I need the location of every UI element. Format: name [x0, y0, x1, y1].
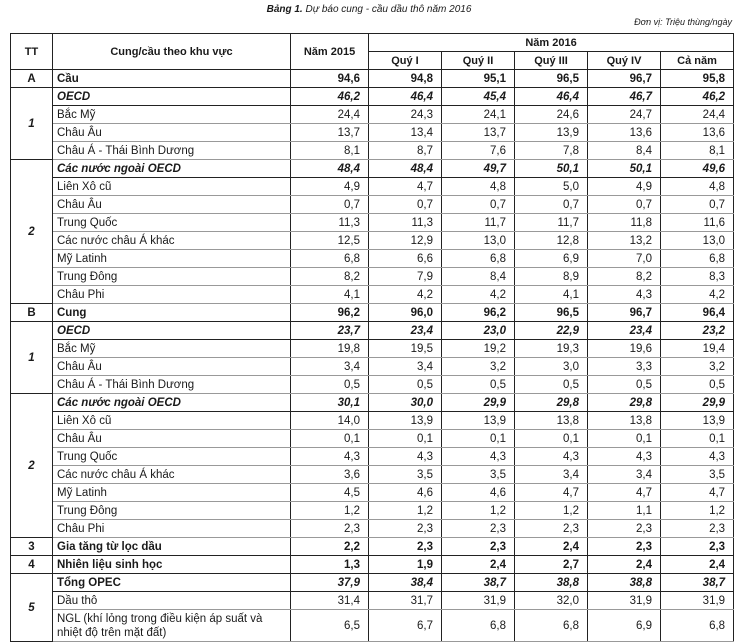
row-value: 13,9 — [369, 412, 442, 430]
row-value: 3,6 — [291, 466, 369, 484]
header-q2: Quý II — [442, 52, 515, 70]
row-value: 8,1 — [661, 142, 734, 160]
row-value: 4,6 — [369, 484, 442, 502]
row-value: 22,9 — [515, 322, 588, 340]
row-value: 1,1 — [588, 502, 661, 520]
row-value: 8,3 — [661, 268, 734, 286]
row-value: 96,4 — [661, 304, 734, 322]
row-value: 0,1 — [515, 430, 588, 448]
unit-note: Đơn vị: Triệu thùng/ngày — [634, 17, 732, 27]
row-label: Châu Âu — [53, 124, 291, 142]
row-value: 4,5 — [291, 484, 369, 502]
row-value: 0,7 — [442, 196, 515, 214]
row-value: 0,5 — [515, 376, 588, 394]
row-value: 96,2 — [291, 304, 369, 322]
row-value: 7,0 — [588, 250, 661, 268]
row-tt: 4 — [11, 556, 53, 574]
row-value: 6,8 — [442, 610, 515, 642]
row-value: 2,3 — [588, 520, 661, 538]
table-row — [11, 340, 734, 358]
row-value: 13,8 — [515, 412, 588, 430]
header-2015: Năm 2015 — [291, 34, 369, 70]
row-value: 4,2 — [661, 286, 734, 304]
row-value: 1,9 — [369, 556, 442, 574]
row-label: Cung — [53, 304, 291, 322]
row-value: 24,1 — [442, 106, 515, 124]
row-value: 48,4 — [369, 160, 442, 178]
row-value: 3,4 — [369, 358, 442, 376]
header-q3: Quý III — [515, 52, 588, 70]
row-value: 2,3 — [588, 538, 661, 556]
row-value: 19,2 — [442, 340, 515, 358]
row-value: 0,7 — [661, 196, 734, 214]
row-label: Mỹ Latinh — [53, 484, 291, 502]
row-value: 4,3 — [442, 448, 515, 466]
row-value: 23,7 — [291, 322, 369, 340]
row-value: 3,2 — [442, 358, 515, 376]
table-row — [11, 556, 734, 574]
row-value: 31,4 — [291, 592, 369, 610]
row-label: Dầu thô — [53, 592, 291, 610]
row-value: 24,4 — [661, 106, 734, 124]
row-value: 4,2 — [442, 286, 515, 304]
row-value: 0,7 — [515, 196, 588, 214]
row-value: 31,7 — [369, 592, 442, 610]
row-label: Các nước châu Á khác — [53, 466, 291, 484]
row-value: 13,9 — [661, 412, 734, 430]
row-value: 13,7 — [442, 124, 515, 142]
row-value: 11,3 — [291, 214, 369, 232]
row-value: 38,8 — [515, 574, 588, 592]
row-value: 19,5 — [369, 340, 442, 358]
supply-demand-table — [10, 33, 734, 642]
row-value: 11,3 — [369, 214, 442, 232]
row-value: 6,8 — [291, 250, 369, 268]
row-value: 2,3 — [661, 520, 734, 538]
row-value: 24,7 — [588, 106, 661, 124]
row-value: 29,9 — [661, 394, 734, 412]
row-value: 4,3 — [588, 448, 661, 466]
row-tt: B — [11, 304, 53, 322]
row-value: 13,0 — [442, 232, 515, 250]
header-region: Cung/cầu theo khu vực — [53, 34, 291, 70]
row-value: 8,1 — [291, 142, 369, 160]
row-value: 8,2 — [291, 268, 369, 286]
row-value: 13,6 — [588, 124, 661, 142]
row-value: 19,3 — [515, 340, 588, 358]
row-value: 0,7 — [588, 196, 661, 214]
row-value: 13,9 — [442, 412, 515, 430]
row-value: 19,6 — [588, 340, 661, 358]
table-row — [11, 448, 734, 466]
row-value: 2,3 — [442, 520, 515, 538]
row-label: Tổng OPEC — [53, 574, 291, 592]
row-value: 0,1 — [442, 430, 515, 448]
row-value: 38,8 — [588, 574, 661, 592]
row-value: 11,6 — [661, 214, 734, 232]
row-value: 13,6 — [661, 124, 734, 142]
row-label: Cầu — [53, 70, 291, 88]
row-value: 6,8 — [661, 610, 734, 642]
table-row — [11, 412, 734, 430]
header-2016: Năm 2016 — [369, 34, 734, 52]
caption-prefix: Bảng 1. — [266, 4, 303, 15]
table-row — [11, 286, 734, 304]
table-row — [11, 142, 734, 160]
row-value: 50,1 — [588, 160, 661, 178]
row-label: Nhiên liệu sinh học — [53, 556, 291, 574]
row-value: 1,2 — [515, 502, 588, 520]
row-value: 45,4 — [442, 88, 515, 106]
row-label: OECD — [53, 88, 291, 106]
row-value: 2,3 — [369, 538, 442, 556]
row-value: 37,9 — [291, 574, 369, 592]
row-value: 38,7 — [661, 574, 734, 592]
row-value: 8,4 — [588, 142, 661, 160]
row-value: 2,4 — [515, 538, 588, 556]
row-value: 46,4 — [369, 88, 442, 106]
row-value: 29,8 — [515, 394, 588, 412]
row-value: 4,3 — [369, 448, 442, 466]
row-label: OECD — [53, 322, 291, 340]
table-row — [11, 268, 734, 286]
row-value: 0,1 — [291, 430, 369, 448]
row-value: 94,6 — [291, 70, 369, 88]
row-value: 13,8 — [588, 412, 661, 430]
table-row — [11, 574, 734, 592]
row-value: 4,3 — [661, 448, 734, 466]
row-value: 3,5 — [442, 466, 515, 484]
row-tt: 3 — [11, 538, 53, 556]
row-value: 0,5 — [442, 376, 515, 394]
row-value: 1,2 — [291, 502, 369, 520]
row-value: 2,4 — [442, 556, 515, 574]
row-value: 4,3 — [515, 448, 588, 466]
table-row — [11, 178, 734, 196]
row-value: 4,6 — [442, 484, 515, 502]
table-row — [11, 160, 734, 178]
row-value: 13,2 — [588, 232, 661, 250]
table-row — [11, 430, 734, 448]
row-value: 6,8 — [515, 610, 588, 642]
row-value: 3,3 — [588, 358, 661, 376]
row-value: 46,2 — [291, 88, 369, 106]
row-value: 96,2 — [442, 304, 515, 322]
header-full-year: Cả năm — [661, 52, 734, 70]
row-label: Trung Đông — [53, 502, 291, 520]
row-value: 8,2 — [588, 268, 661, 286]
row-tt: 1 — [11, 322, 53, 394]
row-value: 4,3 — [588, 286, 661, 304]
row-value: 30,1 — [291, 394, 369, 412]
table-row — [11, 250, 734, 268]
row-value: 0,5 — [369, 376, 442, 394]
row-value: 2,3 — [661, 538, 734, 556]
row-value: 46,7 — [588, 88, 661, 106]
table-row — [11, 304, 734, 322]
row-value: 2,2 — [291, 538, 369, 556]
row-value: 2,3 — [369, 520, 442, 538]
row-value: 94,8 — [369, 70, 442, 88]
row-value: 24,3 — [369, 106, 442, 124]
row-value: 6,6 — [369, 250, 442, 268]
table-row — [11, 520, 734, 538]
row-value: 0,5 — [588, 376, 661, 394]
row-label: Liên Xô cũ — [53, 178, 291, 196]
row-value: 14,0 — [291, 412, 369, 430]
row-tt: 2 — [11, 160, 53, 304]
row-value: 6,5 — [291, 610, 369, 642]
row-value: 24,4 — [291, 106, 369, 124]
row-value: 38,7 — [442, 574, 515, 592]
row-value: 31,9 — [588, 592, 661, 610]
row-value: 2,4 — [588, 556, 661, 574]
row-label: Châu Âu — [53, 196, 291, 214]
row-value: 12,8 — [515, 232, 588, 250]
row-label: Gia tăng từ lọc dầu — [53, 538, 291, 556]
row-label: Các nước ngoài OECD — [53, 394, 291, 412]
table-row — [11, 592, 734, 610]
table-row — [11, 214, 734, 232]
row-value: 13,7 — [291, 124, 369, 142]
row-value: 31,9 — [442, 592, 515, 610]
row-value: 11,8 — [588, 214, 661, 232]
row-value: 2,7 — [515, 556, 588, 574]
row-value: 96,5 — [515, 70, 588, 88]
row-value: 4,7 — [588, 484, 661, 502]
row-value: 5,0 — [515, 178, 588, 196]
row-value: 4,9 — [588, 178, 661, 196]
row-tt: 2 — [11, 394, 53, 538]
row-label: Châu Á - Thái Bình Dương — [53, 376, 291, 394]
row-value: 96,0 — [369, 304, 442, 322]
table-row — [11, 484, 734, 502]
row-value: 6,9 — [515, 250, 588, 268]
row-value: 3,0 — [515, 358, 588, 376]
row-value: 1,2 — [442, 502, 515, 520]
row-label: Bắc Mỹ — [53, 340, 291, 358]
row-value: 0,7 — [291, 196, 369, 214]
row-value: 7,8 — [515, 142, 588, 160]
row-value: 1,2 — [369, 502, 442, 520]
row-value: 31,9 — [661, 592, 734, 610]
row-value: 96,7 — [588, 70, 661, 88]
row-value: 49,7 — [442, 160, 515, 178]
row-value: 3,4 — [588, 466, 661, 484]
table-row — [11, 502, 734, 520]
row-value: 12,9 — [369, 232, 442, 250]
row-value: 4,7 — [515, 484, 588, 502]
row-value: 29,8 — [588, 394, 661, 412]
row-value: 6,8 — [661, 250, 734, 268]
row-value: 4,9 — [291, 178, 369, 196]
row-value: 6,8 — [442, 250, 515, 268]
row-value: 2,3 — [515, 520, 588, 538]
row-value: 2,3 — [291, 520, 369, 538]
row-value: 4,1 — [515, 286, 588, 304]
row-value: 49,6 — [661, 160, 734, 178]
row-label: Các nước ngoài OECD — [53, 160, 291, 178]
row-value: 23,0 — [442, 322, 515, 340]
header-q1: Quý I — [369, 52, 442, 70]
row-label: Trung Quốc — [53, 448, 291, 466]
row-value: 32,0 — [515, 592, 588, 610]
row-value: 4,2 — [369, 286, 442, 304]
row-value: 4,3 — [291, 448, 369, 466]
row-value: 7,6 — [442, 142, 515, 160]
row-value: 0,1 — [661, 430, 734, 448]
row-tt: 5 — [11, 574, 53, 642]
row-value: 13,9 — [515, 124, 588, 142]
row-label: Châu Phi — [53, 520, 291, 538]
row-label: Châu Âu — [53, 430, 291, 448]
row-value: 0,1 — [369, 430, 442, 448]
caption-title: Dự báo cung - cầu dầu thô năm 2016 — [305, 4, 472, 15]
row-label: Châu Á - Thái Bình Dương — [53, 142, 291, 160]
row-value: 23,4 — [588, 322, 661, 340]
row-label: Trung Đông — [53, 268, 291, 286]
row-value: 19,8 — [291, 340, 369, 358]
row-value: 13,0 — [661, 232, 734, 250]
row-value: 6,9 — [588, 610, 661, 642]
row-value: 11,7 — [515, 214, 588, 232]
table-row — [11, 70, 734, 88]
row-label: Liên Xô cũ — [53, 412, 291, 430]
row-value: 1,2 — [661, 502, 734, 520]
row-label: Trung Quốc — [53, 214, 291, 232]
header-q4: Quý IV — [588, 52, 661, 70]
table-row — [11, 88, 734, 106]
row-value: 4,7 — [369, 178, 442, 196]
row-value: 3,2 — [661, 358, 734, 376]
row-value: 38,4 — [369, 574, 442, 592]
table-caption — [0, 4, 738, 15]
row-value: 13,4 — [369, 124, 442, 142]
row-value: 8,4 — [442, 268, 515, 286]
table-row — [11, 394, 734, 412]
row-value: 8,7 — [369, 142, 442, 160]
row-label: Bắc Mỹ — [53, 106, 291, 124]
row-value: 95,8 — [661, 70, 734, 88]
row-value: 0,5 — [291, 376, 369, 394]
row-value: 1,3 — [291, 556, 369, 574]
header-tt: TT — [11, 34, 53, 70]
row-label: Châu Âu — [53, 358, 291, 376]
row-value: 23,4 — [369, 322, 442, 340]
row-value: 6,7 — [369, 610, 442, 642]
row-label: Mỹ Latinh — [53, 250, 291, 268]
table-row — [11, 322, 734, 340]
row-label: Các nước châu Á khác — [53, 232, 291, 250]
row-value: 24,6 — [515, 106, 588, 124]
row-value: 7,9 — [369, 268, 442, 286]
row-tt: A — [11, 70, 53, 88]
row-value: 3,4 — [291, 358, 369, 376]
row-value: 3,5 — [369, 466, 442, 484]
row-value: 4,7 — [661, 484, 734, 502]
row-value: 2,3 — [442, 538, 515, 556]
table-row — [11, 376, 734, 394]
row-value: 0,7 — [369, 196, 442, 214]
row-value: 46,2 — [661, 88, 734, 106]
row-value: 23,2 — [661, 322, 734, 340]
row-value: 30,0 — [369, 394, 442, 412]
row-value: 4,8 — [442, 178, 515, 196]
table-row — [11, 232, 734, 250]
row-value: 48,4 — [291, 160, 369, 178]
table-row — [11, 196, 734, 214]
row-value: 96,5 — [515, 304, 588, 322]
row-value: 2,4 — [661, 556, 734, 574]
row-tt: 1 — [11, 88, 53, 160]
table-row — [11, 610, 734, 642]
table-row — [11, 466, 734, 484]
row-value: 50,1 — [515, 160, 588, 178]
table-row — [11, 538, 734, 556]
row-value: 96,7 — [588, 304, 661, 322]
row-value: 46,4 — [515, 88, 588, 106]
row-label: Châu Phi — [53, 286, 291, 304]
row-value: 0,1 — [588, 430, 661, 448]
row-value: 3,5 — [661, 466, 734, 484]
row-value: 3,4 — [515, 466, 588, 484]
row-value: 95,1 — [442, 70, 515, 88]
table-row — [11, 124, 734, 142]
row-value: 29,9 — [442, 394, 515, 412]
row-label: NGL (khí lỏng trong điều kiện áp suất và nhiệt độ trên mặt đất) — [53, 610, 291, 642]
row-value: 4,1 — [291, 286, 369, 304]
table-body — [11, 70, 734, 642]
table-row — [11, 358, 734, 376]
row-value: 4,8 — [661, 178, 734, 196]
row-value: 0,5 — [661, 376, 734, 394]
row-value: 8,9 — [515, 268, 588, 286]
table-row — [11, 106, 734, 124]
row-value: 11,7 — [442, 214, 515, 232]
row-value: 19,4 — [661, 340, 734, 358]
row-value: 12,5 — [291, 232, 369, 250]
